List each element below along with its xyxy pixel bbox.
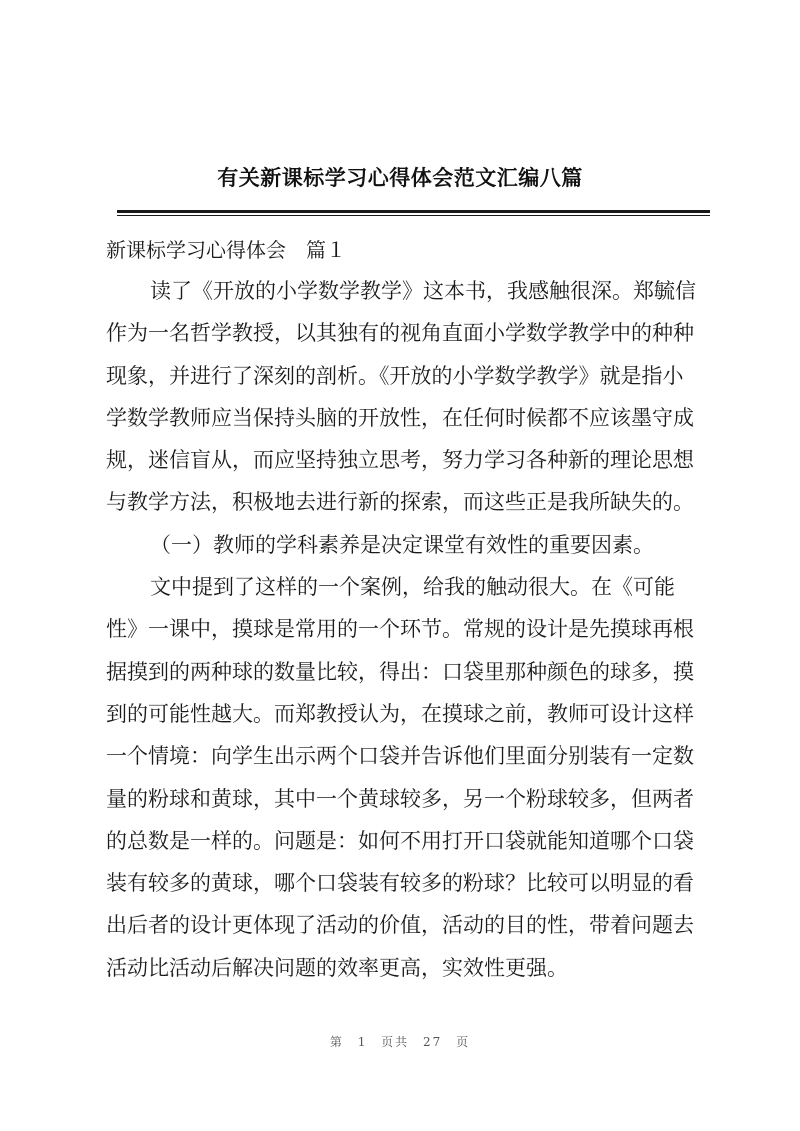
paragraph-line: 活动比活动后解决问题的效率更高，实效性更强。 (106, 955, 568, 980)
paragraph-line: 到的可能性越大。而郑教授认为，在摸球之前，教师可设计这样 (106, 701, 694, 726)
paragraph-line: 装有较多的黄球，哪个口袋装有较多的粉球？比较可以明显的看 (106, 871, 694, 896)
page-footer (0, 1033, 800, 1050)
paragraph-line: 一个情境：向学生出示两个口袋并告诉他们里面分别装有一定数 (106, 744, 694, 769)
section-heading: 新课标学习心得体会 篇１ (106, 238, 346, 262)
subheading-line: （一）教师的学科素养是决定课堂有效性的重要因素。 (150, 532, 654, 557)
paragraph-line: 作为一名哲学教授，以其独有的视角直面小学数学教学中的种种 (106, 321, 694, 346)
title-underline-thin (117, 215, 710, 216)
paragraph-line: 规，迷信盲从，而应坚持独立思考，努力学习各种新的理论思想 (106, 448, 694, 473)
paragraph-line: 据摸到的两种球的数量比较，得出：口袋里那种颜色的球多，摸 (106, 659, 694, 684)
paragraph-line: 的总数是一样的。问题是：如何不用打开口袋就能知道哪个口袋 (106, 828, 694, 853)
paragraph-line: 现象，并进行了深刻的剖析。《开放的小学数学教学》就是指小 (106, 363, 684, 388)
paragraph-line: 读了《开放的小学数学教学》这本书，我感触很深。郑毓信 (150, 279, 696, 303)
footer-total-pages: 27 (423, 1035, 443, 1049)
document-title: 有关新课标学习心得体会范文汇编八篇 (217, 166, 583, 190)
paragraph-line: 性》一课中，摸球是常用的一个环节。常规的设计是先摸球再根 (106, 617, 694, 642)
paragraph-line: 与教学方法，积极地去进行新的探索，而这些正是我所缺失的。 (106, 490, 694, 515)
footer-label-end: 页 (456, 1035, 471, 1049)
footer-current-page: 1 (357, 1035, 368, 1049)
footer-label-page: 第 (329, 1035, 344, 1049)
body-text (106, 270, 706, 989)
title-underline-thick (117, 210, 710, 213)
footer-label-of: 页共 (381, 1035, 410, 1049)
paragraph-line: 文中提到了这样的一个案例，给我的触动很大。在《可能 (150, 575, 675, 600)
paragraph-line: 学数学教师应当保持头脑的开放性，在任何时候都不应该墨守成 (106, 405, 694, 430)
paragraph-line: 量的粉球和黄球，其中一个黄球较多，另一个粉球较多，但两者 (106, 786, 694, 811)
paragraph-line: 出后者的设计更体现了活动的价值，活动的目的性，带着问题去 (106, 913, 694, 938)
